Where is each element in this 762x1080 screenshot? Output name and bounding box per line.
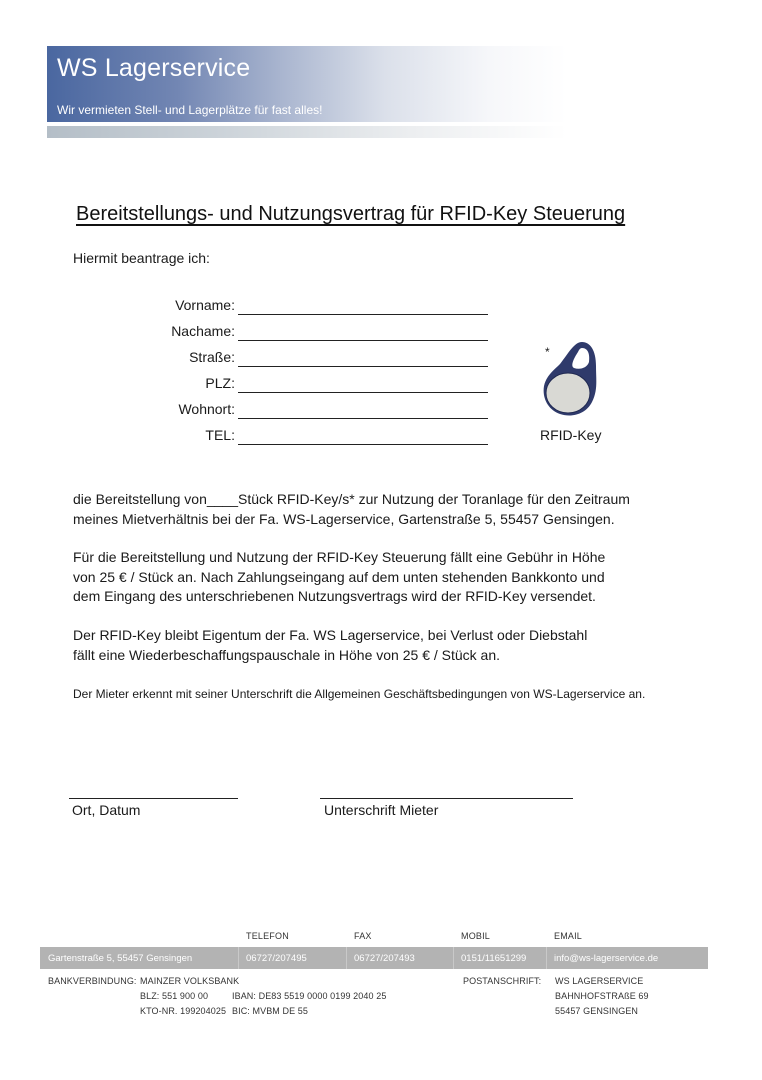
company-name: WS Lagerservice <box>57 54 251 82</box>
footer-heading-fax: FAX <box>354 931 372 941</box>
footer-separator <box>346 947 347 969</box>
paragraph-line: fällt eine Wiederbeschaffungspauschale in Höhe von 25 € / Stück an. <box>73 646 501 663</box>
asterisk-marker: * <box>545 345 550 359</box>
rfid-keyfob-icon <box>540 338 600 418</box>
bank-label: BANKVERBINDUNG: <box>48 976 137 986</box>
post-line1: WS LAGERSERVICE <box>555 976 644 986</box>
paragraph-line: meines Mietverhältnis bei der Fa. WS-Lagerservice, Gartenstraße 5, 55457 Gensingen. <box>73 510 615 527</box>
footer-telefon: 06727/207495 <box>246 953 307 964</box>
footer-heading-email: EMAIL <box>554 931 583 941</box>
bank-kto: KTO-NR. 199204025 <box>140 1006 227 1016</box>
footer-separator <box>238 947 239 969</box>
paragraph-line: von 25 € / Stück an. Nach Zahlungseingang auf dem unten stehenden Bankkonto und <box>73 568 605 585</box>
field-tel[interactable] <box>238 444 488 445</box>
signature-label: Unterschrift Mieter <box>324 802 439 818</box>
document-title: Bereitstellungs- und Nutzungsvertrag für RFID-Key Steuerung <box>76 203 626 225</box>
field-wohnort[interactable] <box>238 418 488 419</box>
post-line3: 55457 GENSINGEN <box>555 1006 639 1016</box>
paragraph-ownership <box>73 626 587 665</box>
field-plz[interactable] <box>238 392 488 393</box>
field-label-plz: PLZ: <box>205 375 235 391</box>
paragraph-line: dem Eingang des unterschriebenen Nutzungsvertrags wird der RFID-Key versendet. <box>73 588 596 604</box>
intro-text: Hiermit beantrage ich: <box>73 250 210 266</box>
rfid-key-label: RFID-Key <box>540 427 602 443</box>
bank-iban: IBAN: DE83 5519 0000 0199 2040 25 <box>232 991 387 1001</box>
post-line2: BAHNHOFSTRAßE 69 <box>555 991 649 1001</box>
signature-line[interactable] <box>320 798 573 799</box>
paragraph-line: Der RFID-Key bleibt Eigentum der Fa. WS Lagerservice, bei Verlust oder Diebstahl <box>73 627 588 643</box>
paragraph-line: die Bereitstellung von____Stück RFID-Key/s* zur Nutzung der Toranlage für den Zeitraum <box>73 491 630 507</box>
field-vorname[interactable] <box>238 314 488 315</box>
letterhead-banner <box>47 46 567 122</box>
company-tagline: Wir vermieten Stell- und Lagerplätze für fast alles! <box>57 103 323 117</box>
bank-bic: BIC: MVBM DE 55 <box>232 1006 309 1016</box>
footer-separator <box>546 947 547 969</box>
paragraph-fee <box>73 548 605 607</box>
field-label-vorname: Vorname: <box>175 297 235 313</box>
place-date-label: Ort, Datum <box>72 802 141 818</box>
agb-note: Der Mieter erkennt mit seiner Unterschrift die Allgemeinen Geschäftsbedingungen von WS-Lagerservice an. <box>73 687 646 701</box>
bank-name: MAINZER VOLKSBANK <box>140 976 240 986</box>
footer-fax: 06727/207493 <box>354 953 415 964</box>
footer-mobil: 0151/11651299 <box>461 953 527 964</box>
field-label-strasse: Straße: <box>189 349 235 365</box>
field-strasse[interactable] <box>238 366 488 367</box>
footer-heading-telefon: TELEFON <box>246 931 289 941</box>
footer-email[interactable]: info@ws-lagerservice.de <box>554 953 659 964</box>
bank-blz: BLZ: 551 900 00 <box>140 991 209 1001</box>
paragraph-line: Für die Bereitstellung und Nutzung der RFID-Key Steuerung fällt eine Gebühr in Höhe <box>73 549 606 565</box>
footer-heading-mobil: MOBIL <box>461 931 491 941</box>
footer-separator <box>453 947 454 969</box>
post-label: POSTANSCHRIFT: <box>463 976 542 986</box>
paragraph-provision <box>73 490 630 529</box>
header-divider-bar <box>47 126 567 138</box>
field-nachname[interactable] <box>238 340 488 341</box>
field-label-tel: TEL: <box>205 427 235 443</box>
footer-address: Gartenstraße 5, 55457 Gensingen <box>48 953 193 964</box>
field-label-nachname: Nachame: <box>171 323 235 339</box>
place-date-line[interactable] <box>69 798 238 799</box>
field-label-wohnort: Wohnort: <box>178 401 235 417</box>
